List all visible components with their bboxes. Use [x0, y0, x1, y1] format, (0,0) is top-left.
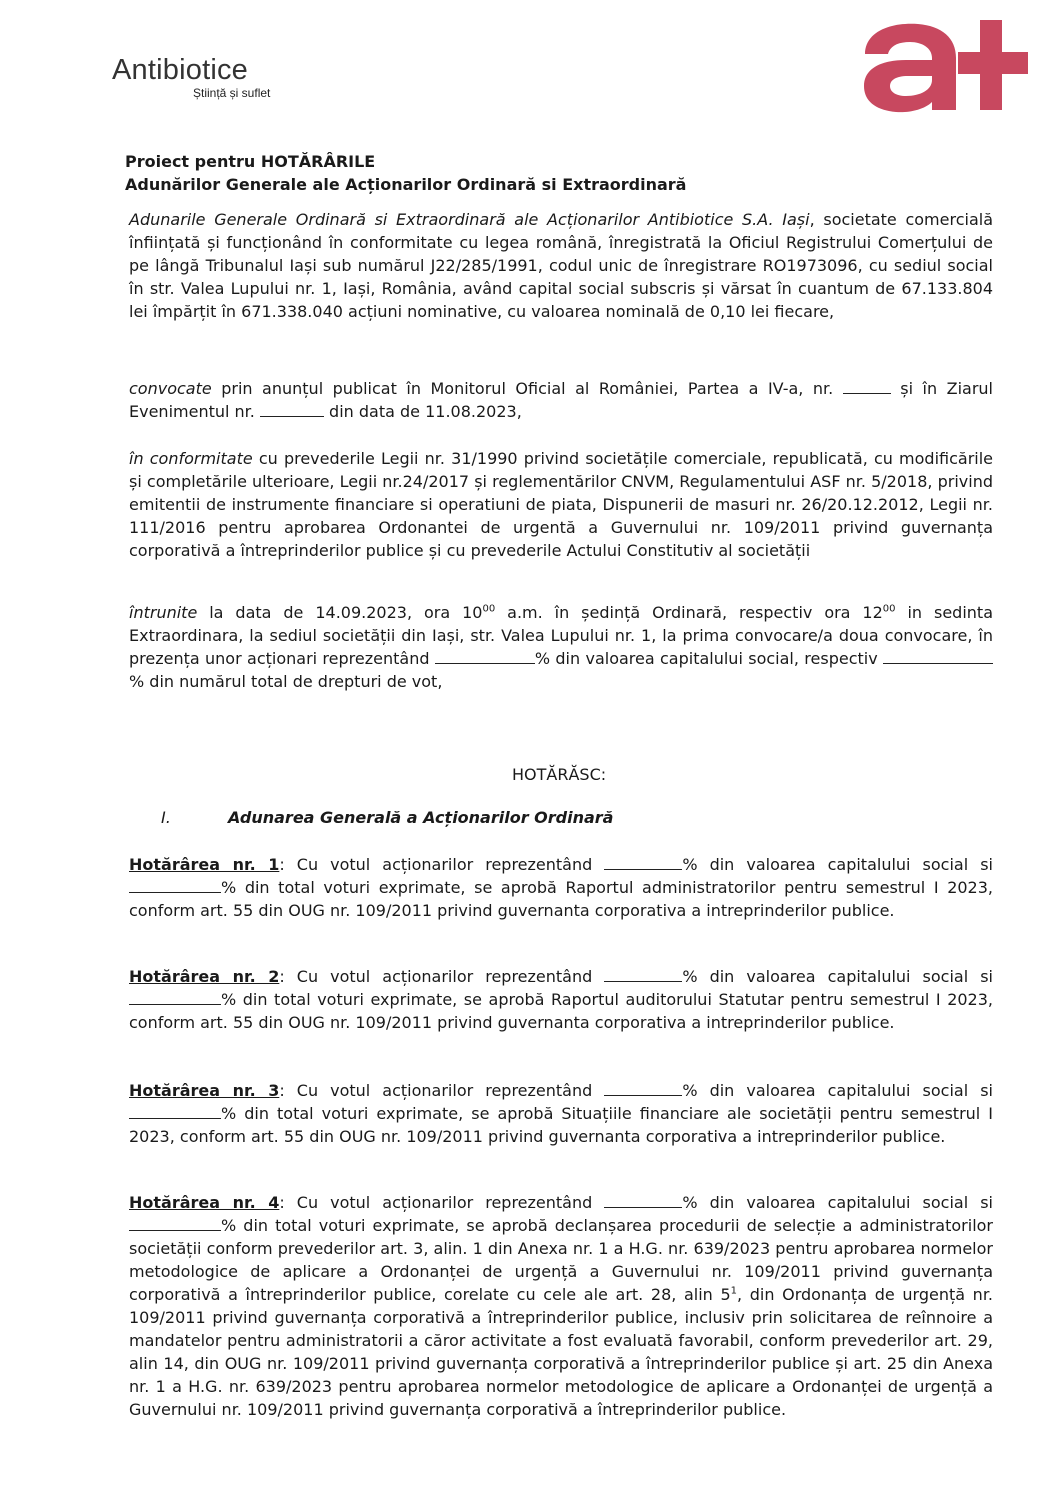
resolution-2-text-b: % din valoarea capitalului social si [682, 967, 993, 986]
decide-heading: HOTĂRĂSC: [512, 765, 607, 784]
convocate-paragraph [129, 377, 993, 423]
resolution-3-label: Hotărârea nr. 3 [129, 1081, 280, 1100]
brand-logo-text [112, 54, 270, 100]
brand-tagline: Știință și suflet [193, 86, 271, 100]
convocate-text-a: prin anunțul publicat în Monitorul Oficial al României, Partea a IV-a, nr. [211, 379, 843, 398]
a-plus-logo-icon [860, 14, 1040, 114]
intrunite-text-b: a.m. în ședință Ordinară, respectiv ora 12 [495, 603, 883, 622]
intrunite-text-c: in sedinta Extraordinara, la sediul societății din Iași, str. Valea Lupului nr. 1, la prima convocare/a doua convocare, în prezența unor acționari reprezentând [129, 603, 994, 668]
resolution-1-label: Hotărârea nr. 1 [129, 855, 280, 874]
intro-subject: Adunarile Generale Ordinară si Extraordinară ale Acționarilor Antibiotice S.A. Iași [129, 210, 810, 229]
conform-text: cu prevederile Legii nr. 31/1990 privind societățile comerciale, republicată, cu modificările și completările ulterioare, Legii nr.24/2017 și reglementărilor CNVM, Regulamentului ASF nr. 5/2018, privind emitentii de instrumente financiare si operatiuni de piata, Dispunerii de masuri nr. 26/20.12.2012, Legii nr. 111/2016 pentru aprobarea Ordonantei de urgentă a Guvernului nr. 109/2011 privind guvernanța corporativă a întreprinderilor publice și cu prevederile Actului Constitutiv al societății [129, 449, 994, 560]
blank-r2-capital [604, 967, 682, 982]
resolution-4 [129, 1191, 993, 1421]
intrunite-text-a: la data de 14.09.2023, ora 10 [197, 603, 483, 622]
conform-label: în conformitate [129, 449, 253, 468]
title-line-1: Proiect pentru HOTĂRÂRILE [125, 152, 376, 171]
resolution-1 [129, 853, 993, 922]
blank-r2-votes [129, 990, 221, 1005]
sup-hour-b: 00 [882, 603, 896, 615]
resolution-1-text-b: % din valoarea capitalului social si [682, 855, 993, 874]
blank-r4-votes [129, 1216, 221, 1231]
intrunite-label: întrunite [129, 603, 198, 622]
resolution-2-text-a: : Cu votul acționarilor reprezentând [279, 967, 605, 986]
resolution-4-text-d: , din Ordonanța de urgență nr. 109/2011 privind guvernanța corporativă a întreprinderilor publice, inclusiv prin solicitarea de reînnoire a mandatelor pentru administratorii a căror activitate a fost evaluată favorabil, conform prevederilor art. 29, alin 14, din OUG nr. 109/2011 privind guvernanța corporativă a întreprinderilor publice și art. 25 din Anexa nr. 1 a H.G. nr. 639/2023 pentru aprobarea normelor metodologice de aplicare a Ordonanței de urgență a Guvernului nr. 109/2011 privind guvernanța corporativă a întreprinderilor publice. [129, 1285, 994, 1419]
blank-r1-capital [604, 855, 682, 870]
intrunite-text-e: % din numărul total de drepturi de vot, [129, 672, 443, 691]
blank-r4-capital [604, 1193, 682, 1208]
convocate-text-c: din data de 11.08.2023, [323, 402, 522, 421]
section-number: I. [161, 808, 171, 827]
intrunite-paragraph [129, 601, 993, 693]
intro-paragraph [129, 208, 993, 323]
resolution-1-text-c: % din total voturi exprimate, se aprobă Raportul administratorilor pentru semestrul I 2023, conform art. 55 din OUG nr. 109/2011 privind guvernanta corporativa a intreprinderilor publice. [129, 878, 993, 920]
title-line-2: Adunărilor Generale ale Acționarilor Ordinară si Extraordinară [125, 175, 687, 194]
blank-capital-percent [435, 649, 535, 664]
intro-subject-rest: , societate comercială înființată și funcționând în conformitate cu legea română, înregistrată la Oficiul Registrului Comerțului de pe lângă Tribunalul Iași sub numărul J22/285/1991, codul unic de înregistrare RO1973096, cu sediul social în str. Valea Lupului nr. 1, Iași, România, având capital social subscris și vărsat în cuantum de 67.133.804 lei împărțit în 671.338.040 acțiuni nominative, cu valoarea nominală de 0,10 lei fiecare, [129, 210, 994, 321]
blank-ziar-nr [260, 402, 324, 417]
resolution-1-text-a: : Cu votul acționarilor reprezentând [279, 855, 605, 874]
resolution-3-text-b: % din valoarea capitalului social si [682, 1081, 993, 1100]
resolution-4-text-a: : Cu votul acționarilor reprezentând [279, 1193, 605, 1212]
resolution-2-label: Hotărârea nr. 2 [129, 967, 280, 986]
resolution-3-text-c: % din total voturi exprimate, se aprobă Situațiile financiare ale societății pentru semestrul I 2023, conform art. 55 din OUG nr. 109/2011 privind guvernanta corporativa a intreprinderilor publice. [129, 1104, 993, 1146]
resolution-4-text-c: % din total voturi exprimate, se aprobă declanșarea procedurii de selecție a administratorilor societății conform prevederilor art. 3, alin. 1 din Anexa nr. 1 a H.G. nr. 639/2023 pentru aprobarea normelor metodologice de aplicare a Ordonanței de urgență a Guvernului nr. 109/2011 privind guvernanța corporativă a întreprinderilor publice, corelate cu cele ale art. 28, alin 5 [129, 1216, 993, 1304]
blank-votes-percent [883, 649, 993, 664]
blank-r3-capital [604, 1081, 682, 1096]
blank-monitor-nr [843, 379, 891, 394]
blank-r1-votes [129, 878, 221, 893]
sup-hour-a: 00 [482, 603, 496, 615]
intrunite-text-d: % din valoarea capitalului social, respectiv [534, 649, 884, 668]
resolution-3-text-a: : Cu votul acționarilor reprezentând [279, 1081, 605, 1100]
resolution-2 [129, 965, 993, 1034]
resolution-4-label: Hotărârea nr. 4 [129, 1193, 280, 1212]
resolution-2-text-c: % din total voturi exprimate, se aprobă Raportul auditorului Statutar pentru semestrul I 2023, conform art. 55 din OUG nr. 109/2011 privind guvernanta corporativa a intreprinderilor publice. [129, 990, 993, 1032]
section-title: Adunarea Generală a Acționarilor Ordinară [228, 808, 614, 827]
convocate-text-b: și în Ziarul Evenimentul nr. [129, 379, 994, 421]
resolution-4-sup: 1 [730, 1285, 738, 1297]
convocate-label: convocate [129, 379, 212, 398]
resolution-4-text-b: % din valoarea capitalului social si [682, 1193, 993, 1212]
document-title [125, 150, 686, 196]
brand-name: Antibiotice [112, 54, 248, 86]
resolution-3 [129, 1079, 993, 1148]
conform-paragraph [129, 447, 993, 562]
blank-r3-votes [129, 1104, 221, 1119]
